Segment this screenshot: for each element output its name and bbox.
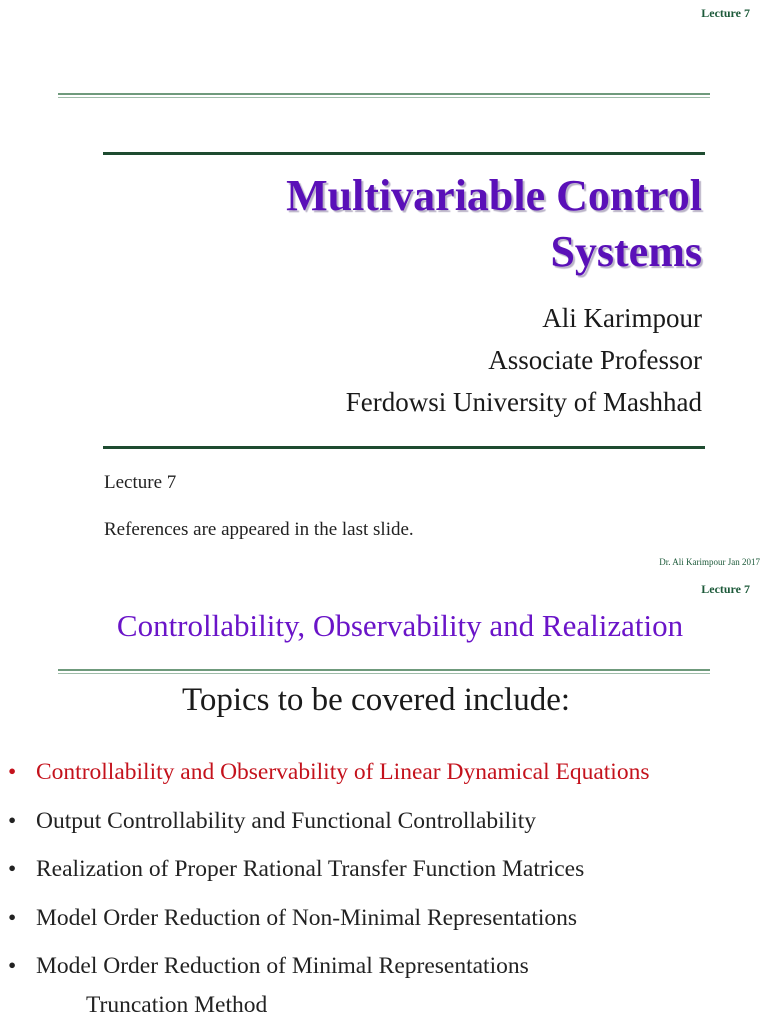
- title-top-rule: [103, 152, 705, 155]
- slide2-divider: [58, 669, 710, 674]
- topic-item: [8, 757, 649, 806]
- topic-text: Model Order Reduction of Minimal Representations: [36, 953, 529, 979]
- topic-text: Output Controllability and Functional Controllability: [36, 807, 536, 834]
- title-bottom-rule: [103, 446, 705, 449]
- slide1-lecture-tag: Lecture 7: [701, 6, 750, 20]
- lecture-label: Lecture 7: [104, 472, 177, 493]
- topic-item: [8, 806, 649, 855]
- topic-text: Model Order Reduction of Non-Minimal Representations: [36, 904, 578, 931]
- title-line-1: Multivariable Control: [286, 171, 702, 220]
- topic-text: Realization of Proper Rational Transfer Function Matrices: [36, 856, 585, 882]
- title-line-2: Systems: [550, 227, 702, 276]
- topics-list: [8, 757, 649, 1000]
- topic-text: Controllability and Observability of Linear Dynamical Equations: [36, 759, 650, 785]
- author-name: Ali Karimpour: [542, 303, 702, 333]
- author-block: [346, 297, 702, 423]
- author-affiliation: Ferdowsi University of Mashhad: [345, 387, 702, 417]
- slide2-title: Controllability, Observability and Realization: [116, 608, 684, 643]
- header-divider: [58, 93, 710, 98]
- slide-title: [286, 168, 702, 280]
- bullet-dot-icon: •: [8, 856, 17, 882]
- slide-footer: Dr. Ali Karimpour Jan 2017: [659, 557, 760, 567]
- topic-item: [8, 903, 649, 952]
- bullet-dot-icon: •: [8, 807, 17, 834]
- topic-item: [8, 854, 649, 903]
- references-note: References are appeared in the last slide.: [104, 519, 414, 540]
- bullet-dot-icon: •: [8, 953, 17, 979]
- slide2-lecture-tag: Lecture 7: [701, 582, 750, 596]
- author-title: Associate Professor: [488, 345, 702, 375]
- sub-item: Truncation Method: [86, 992, 268, 1018]
- bullet-dot-icon: •: [8, 759, 17, 785]
- bullet-dot-icon: •: [8, 904, 17, 931]
- topics-heading: Topics to be covered include:: [181, 682, 571, 718]
